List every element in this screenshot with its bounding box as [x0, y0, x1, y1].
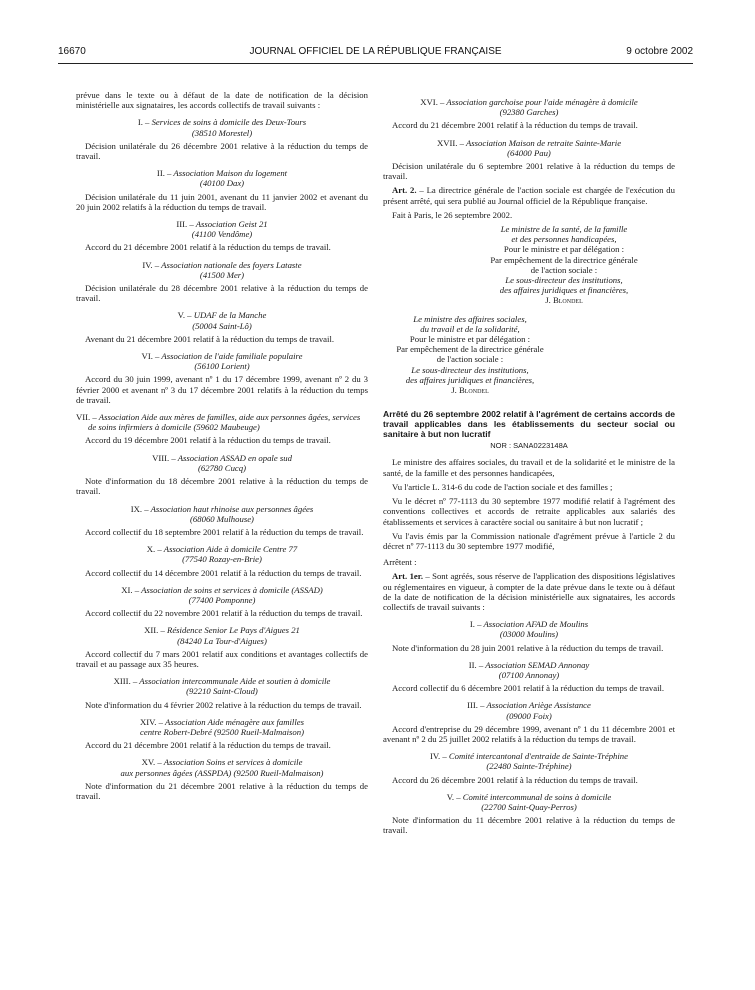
preamble-ministers: Le ministre des affaires sociales, du travail et de la solidarité et le ministre de la santé, de la famille et des personnes handicapées,: [383, 457, 675, 478]
association-heading: [76, 625, 368, 645]
association-location: (77540 Rozay-en-Brie): [182, 554, 262, 565]
association-heading: [76, 260, 368, 280]
item-number: III. –: [467, 700, 485, 711]
association-location: (07100 Annonay): [498, 669, 560, 680]
association-location: (38510 Morestel): [191, 127, 253, 138]
sig2-line: Le sous-directeur des institutions,: [411, 364, 529, 375]
agreement-text: Avenant du 21 décembre 2001 relatif à la réduction du temps de travail.: [85, 333, 335, 344]
association-location: centre Robert-Debré (92500 Rueil-Malmaison): [140, 726, 304, 737]
sig2-line: des affaires juridiques et financières,: [405, 374, 535, 385]
association-location: (92380 Garches): [499, 107, 559, 118]
article-2-text: – La directrice générale de l'action sociale est chargée de l'exécution du présent arrêté, qui sera publié au Journal officiel de la République française.: [383, 185, 675, 206]
association-location: (68060 Mulhouse): [190, 513, 254, 524]
journal-title: JOURNAL OFFICIEL DE LA RÉPUBLIQUE FRANÇAISE: [249, 46, 502, 57]
agreement-text: Accord du 21 décembre 2001 relatif à la réduction du temps de travail.: [85, 242, 331, 253]
item-number: VI. –: [141, 351, 160, 362]
item-number: XI. –: [121, 584, 140, 595]
item-number: IX. –: [130, 503, 149, 514]
association-heading: [76, 351, 368, 371]
item-number: XIII. –: [113, 676, 138, 687]
association-name: Association garchoise pour l'aide ménagère à domicile: [446, 97, 638, 107]
sig2-line: Le ministre des affaires sociales,: [413, 313, 527, 324]
article-2-label: Art. 2.: [392, 185, 417, 196]
item-number: XII. –: [144, 625, 165, 636]
left-column: [76, 90, 368, 805]
association-heading: [76, 168, 368, 188]
association-heading: [76, 219, 368, 239]
item-number: II. –: [156, 168, 172, 179]
association-name: Association AFAD de Moulins: [483, 619, 589, 630]
agreement-text: Décision unilatérale du 26 décembre 2001 relative à la réduction du temps de travail.: [76, 140, 368, 162]
association-name: Association Geist 21: [195, 219, 268, 230]
association-heading: [76, 757, 368, 777]
item-number: VIII. –: [152, 452, 176, 463]
agreement-text: Note d'information du 28 juin 2001 relative à la réduction du temps de travail.: [392, 642, 664, 653]
association-location: (62780 Cucq): [197, 462, 246, 473]
item-number: XV. –: [141, 757, 162, 768]
association-location: (41100 Vendôme): [191, 229, 253, 240]
intro-text: prévue dans le texte ou à défaut de la date de notification de la décision ministérielle aux signataires, les accords collectifs de travail suivants :: [76, 90, 368, 111]
article-1: [383, 571, 675, 612]
issue-date: 9 octobre 2002: [626, 46, 693, 57]
association-location: (50004 Saint-Lô): [192, 320, 252, 331]
association-location: aux personnes âgées (ASSPDA) (92500 Rueil-Malmaison): [120, 767, 324, 778]
association-name: Association de l'aide familiale populaire: [161, 351, 303, 362]
agreement-text: Accord collectif du 7 mars 2001 relatif aux conditions et avantages collectifs de travail et au passage aux 35 heures.: [76, 648, 368, 669]
sig1-line: de l'action sociale :: [530, 264, 598, 275]
association-name: Association SEMAD Annonay: [485, 659, 590, 670]
item-number: X. –: [146, 544, 162, 555]
sig1-line: et des personnes handicapées,: [511, 234, 617, 245]
agreement-text: Accord collectif du 14 décembre 2001 relatif à la réduction du temps de travail.: [85, 567, 362, 578]
agreement-text: Note d'information du 21 décembre 2001 relative à la réduction du temps de travail.: [76, 780, 368, 801]
agreement-text: Accord du 30 juin 1999, avenant nº 1 du 17 décembre 1999, avenant nº 2 du 3 février 2000 et avenant nº 3 du 17 décembre 2001 relatifs à la réduction du temps de travail.: [76, 374, 368, 405]
sig1-line: des affaires juridiques et financières,: [499, 285, 629, 296]
association-name: Comité intercommunal de soins à domicile: [462, 791, 612, 802]
page-number: 16670: [58, 46, 86, 57]
association-name: Association Soins et services à domicile: [163, 757, 303, 768]
association-heading: [76, 412, 368, 432]
association-heading: [76, 676, 368, 696]
association-name: Association nationale des foyers Lataste: [161, 259, 302, 270]
association-location: (77400 Pomponne): [188, 594, 256, 605]
agreement-text: Accord du 26 décembre 2001 relatif à la réduction du temps de travail.: [392, 774, 638, 785]
right-item-list-top: [383, 97, 675, 181]
agreement-text: Décision unilatérale du 11 juin 2001, avenant du 11 janvier 2002 et avenant du 20 juin 2002 relatifs à la réduction du temps de travail.: [76, 191, 368, 212]
sig2-line: du travail et de la solidarité,: [420, 323, 520, 334]
page-header: [58, 46, 693, 60]
item-number: III. –: [176, 219, 194, 230]
article-1-text: – Sont agréés, sous réserve de l'application des dispositions législatives ou réglementaires en vigueur, à compter de la date prévue dans le texte ou à défaut de la date de notification de la décision ministérielle aux signataires, les accords collectifs de travail suivants :: [383, 571, 675, 612]
association-name: Association de soins et services à domicile (ASSAD): [141, 584, 323, 595]
association-name: Comité intercantonal d'entraide de Sainte-Tréphine: [448, 751, 629, 762]
association-heading: [76, 585, 368, 605]
sig1-line: Par empêchement de la directrice générale: [490, 254, 638, 265]
association-heading: [76, 117, 368, 137]
agreement-text: Note d'information du 18 décembre 2001 relative à la réduction du temps de travail.: [76, 476, 368, 497]
association-heading: [383, 97, 675, 117]
item-number: I. –: [137, 117, 150, 128]
agreement-text: Accord collectif du 6 décembre 2001 relatif à la réduction du temps de travail.: [392, 683, 665, 694]
agreement-text: Note d'information du 11 décembre 2001 relative à la réduction du temps de travail.: [383, 815, 675, 836]
sig1-signatory: J. Blondel: [545, 295, 583, 306]
association-name: Association Maison de retraite Sainte-Marie: [465, 137, 622, 148]
association-location: (41500 Mer): [199, 269, 245, 280]
association-heading: [383, 700, 675, 720]
association-location: (22700 Saint-Quay-Perros): [481, 801, 577, 812]
association-heading: [383, 792, 675, 812]
agreement-text: Décision unilatérale du 6 septembre 2001 relative à la réduction du temps de travail.: [383, 161, 675, 182]
agreement-text: Décision unilatérale du 28 décembre 2001 relative à la réduction du temps de travail.: [76, 283, 368, 304]
sig1-line: Le ministre de la santé, de la famille: [500, 224, 628, 235]
sig1-line: Le sous-directeur des institutions,: [505, 275, 623, 286]
item-number: V. –: [177, 310, 192, 321]
association-heading: [76, 453, 368, 473]
association-heading: [383, 660, 675, 680]
association-name: Services de soins à domicile des Deux-Tours: [151, 117, 307, 128]
association-name: Association Ariège Assistance: [486, 700, 591, 711]
association-name: Association Aide aux mères de familles, aide aux personnes âgées, services de soins infirmiers à domicile (59602 Maubeuge): [88, 412, 361, 433]
association-heading: [76, 544, 368, 564]
preamble-vu-2: Vu le décret nº 77-1113 du 30 septembre 1977 modifié relatif à l'agrément des conventions collectives et accords de retraite applicables aux salariés des établissements et services à caractère social ou sanitaire à but non lucratif ;: [383, 496, 675, 527]
item-number: XVII. –: [436, 137, 464, 148]
signature-block-1: [453, 224, 675, 306]
item-number: V. –: [446, 791, 461, 802]
nor-reference: NOR : SANA0223148A: [490, 441, 568, 451]
association-location: (40100 Dax): [199, 178, 245, 189]
association-name: Résidence Senior Le Pays d'Aigues 21: [167, 625, 300, 636]
association-heading: [76, 717, 368, 737]
fait-a-paris: Fait à Paris, le 26 septembre 2002.: [392, 209, 513, 220]
item-number: XVI. –: [420, 97, 445, 107]
association-heading: [383, 138, 675, 158]
sig2-line: Par empêchement de la directrice générale: [396, 344, 544, 355]
association-location: (22480 Sainte-Tréphine): [486, 761, 572, 772]
agreement-text: Note d'information du 4 février 2002 relative à la réduction du temps de travail.: [85, 699, 362, 710]
item-number: II. –: [468, 659, 484, 670]
association-name: UDAF de la Manche: [193, 310, 267, 321]
association-name: Association Aide à domicile Centre 77: [163, 544, 298, 555]
item-number: IV. –: [429, 751, 447, 762]
article-2: [383, 185, 675, 205]
agreement-text: Accord du 19 décembre 2001 relatif à la réduction du temps de travail.: [85, 435, 331, 446]
agreement-text: Accord du 21 décembre 2001 relatif à la réduction du temps de travail.: [392, 120, 638, 131]
item-number: VII. –: [76, 412, 97, 423]
arrete-title: Arrêté du 26 septembre 2002 relatif à l'agrément de certains accords de travail applicables dans les établissements du secteur social ou sanitaire à but non lucratif: [383, 409, 675, 440]
association-location: (09000 Foix): [506, 710, 552, 721]
agreement-text: Accord du 21 décembre 2001 relatif à la réduction du temps de travail.: [85, 740, 331, 751]
right-item-list-bottom: [383, 619, 675, 835]
association-name: Association Aide ménagère aux familles: [165, 716, 304, 727]
header-rule: [58, 63, 693, 64]
association-heading: [76, 310, 368, 330]
sig2-line: de l'action sociale :: [436, 354, 504, 365]
sig2-signatory: J. Blondel: [451, 385, 489, 396]
association-heading: [383, 619, 675, 639]
association-name: Association haut rhinoise aux personnes âgées: [150, 503, 314, 514]
association-location: (56100 Lorient): [194, 361, 250, 372]
item-number: IV. –: [142, 259, 160, 270]
right-column: [383, 90, 675, 840]
association-location: (03000 Moulins): [499, 629, 559, 640]
arretent: Arrêtent :: [383, 557, 417, 568]
agreement-text: Accord d'entreprise du 29 décembre 1999, avenant nº 1 du 11 décembre 2001 et avenant nº 2 du 25 juillet 2002 relatifs à la réduction du temps de travail.: [383, 723, 675, 744]
preamble-vu-3: Vu l'avis émis par la Commission nationale d'agrément prévue à l'article 2 du décret nº 77-1113 du 30 septembre 1977 modifié,: [383, 530, 675, 551]
association-location: (92210 Saint-Cloud): [186, 686, 258, 697]
agreement-text: Accord collectif du 18 septembre 2001 relatif à la réduction du temps de travail.: [85, 526, 364, 537]
association-name: Association intercommunale Aide et soutien à domicile: [139, 676, 331, 687]
sig2-line: Pour le ministre et par délégation :: [409, 334, 531, 345]
signature-block-2: [375, 314, 565, 396]
association-heading: [383, 751, 675, 771]
sig1-line: Pour le ministre et par délégation :: [503, 244, 625, 255]
association-location: (84240 La Tour-d'Aigues): [177, 635, 267, 646]
left-item-list: [76, 117, 368, 801]
article-1-label: Art. 1er.: [392, 571, 424, 582]
preamble-vu-1: Vu l'article L. 314-6 du code de l'action sociale et des familles ;: [392, 481, 613, 492]
item-number: XIV. –: [139, 716, 163, 727]
association-location: (64000 Pau): [507, 147, 551, 158]
association-name: Association Maison du logement: [173, 168, 288, 179]
agreement-text: Accord collectif du 22 novembre 2001 relatif à la réduction du temps de travail.: [85, 608, 363, 619]
association-name: Association ASSAD en opale sud: [177, 452, 292, 463]
association-heading: [76, 504, 368, 524]
item-number: I. –: [469, 619, 482, 630]
